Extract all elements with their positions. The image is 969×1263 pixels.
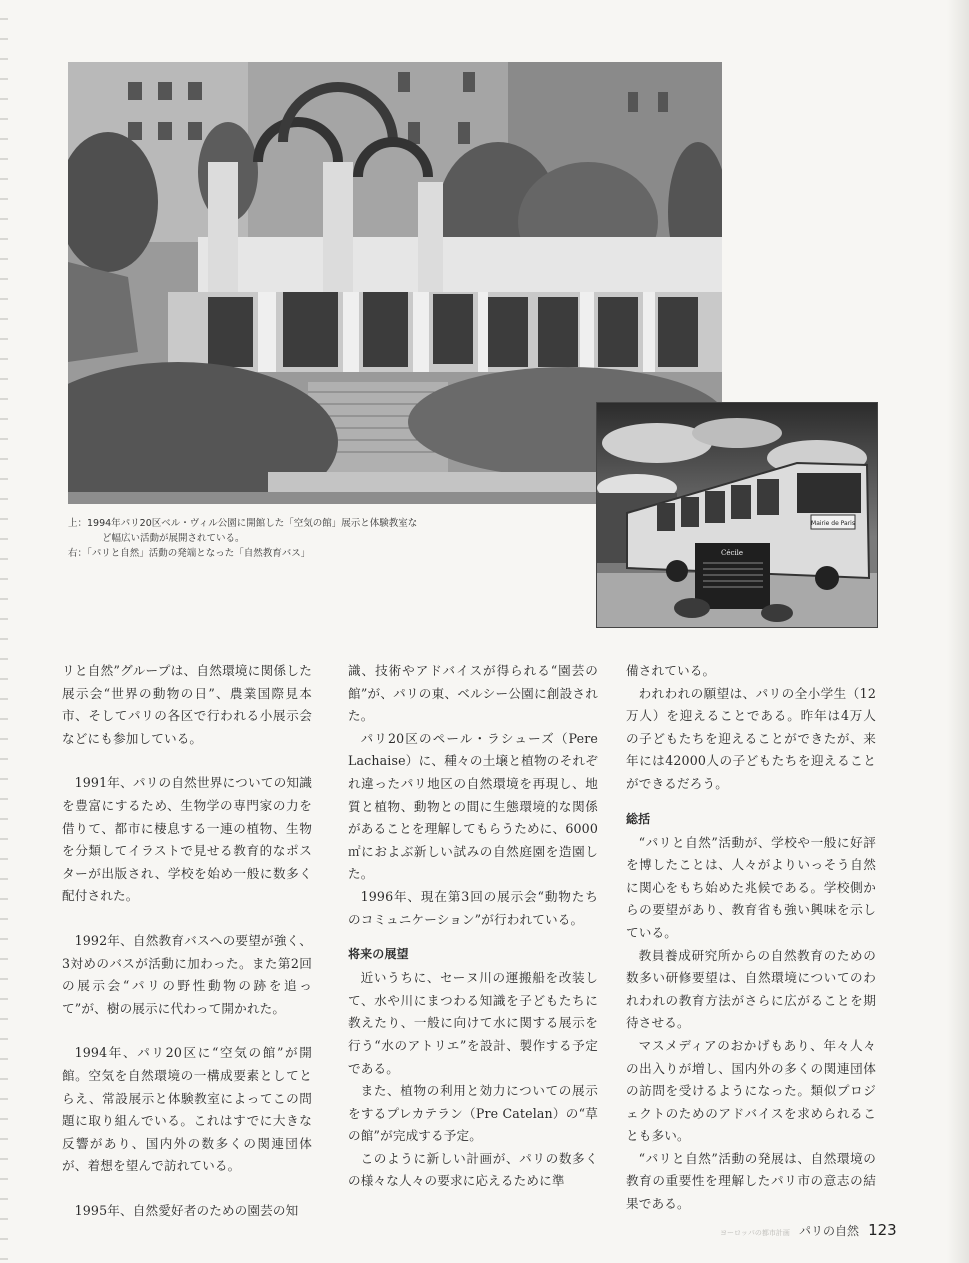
caption-line-3: 右：「パリと自然」活動の発端となった「自然教育バス」 xyxy=(68,548,311,559)
paragraph: われわれの願望は、パリの全小学生（12万人）を迎えることである。昨年は4万人の子どもたちを迎えることができたが、来年には42000人の子どもたちを迎えることができるだろう。 xyxy=(626,685,876,791)
text-column-2 xyxy=(348,660,598,1193)
placard-title: Cécile xyxy=(720,549,744,557)
text-column-3 xyxy=(626,660,876,1216)
paragraph: 1995年、自然愛好者のための園芸の知 xyxy=(74,1202,299,1218)
paragraph: リと自然”グループは、自然環境に関係した展示会“世界の動物の日”、農業国際見本市、そしてパリの各区で行われる小展示会などにも参加している。 xyxy=(62,663,312,746)
footer-running-head: ヨーロッパの都市計画 xyxy=(720,1229,790,1237)
paragraph: 1992年、自然教育バスへの要望が強く、3対めのバスが活動に加わった。また第2回の展示会“パリの野性動物の跡を追って”が、樹の展示に代わって開かれた。 xyxy=(62,932,312,1016)
paragraph: また、植物の利用と効力についての展示をするプレカテラン（Pre Catelan）の“草の館”が完成する予定。 xyxy=(348,1083,598,1144)
binding-edge xyxy=(0,0,8,1263)
paragraph: 1996年、現在第3回の展示会“動物たちのコミュニケーション”が行われている。 xyxy=(348,888,598,927)
paragraph: マスメディアのおかげもあり、年々人々の出入りが増し、国内外の多くの関連団体の訪問を受けるようになった。類似プロジェクトのためのアドバイスを求められることも多い。 xyxy=(626,1037,876,1144)
footer-section-title: パリの自然 xyxy=(798,1224,859,1238)
text-column-1 xyxy=(62,660,312,1222)
paragraph: 教員養成研究所からの自然教育のための数多い研修要望は、自然環境についてのわれわれの教育方法がさらに広がることを期待させる。 xyxy=(626,947,876,1031)
caption-line-2: ど幅広い活動が展開されている。 xyxy=(102,533,245,544)
section-heading-summary: 総括 xyxy=(626,811,651,826)
paragraph: 備されている。 xyxy=(626,663,716,678)
paragraph: “パリと自然”活動が、学校や一般に好評を博したことは、人々がよりいっそう自然に関心をもち始めた兆候である。学校側からの要望があり、教育省も強い興味を示している。 xyxy=(626,834,876,940)
paragraph: 1994年、パリ20区に“空気の館”が開館。空気を自然環境の一構成要素としてとらえ、常設展示と体験教室によってこの問題に取り組んでいる。これはすでに大きな反響があり、国内外の数多くの関連団体が、着想を望んで訪れている。 xyxy=(62,1045,312,1174)
bus-sign-text: Mairie de Paris xyxy=(811,520,855,527)
caption-line-1: 上：1994年パリ20区ベル・ヴィル公園に開館した「空気の館」展示と体験教室な xyxy=(68,518,418,529)
paragraph: パリ20区のペール・ラシューズ（Pere Lachaise）に、種々の土壌と植物のそれぞれ違ったパリ地区の自然環境を再現し、地質と植物、動物との間に生態環境的な関係があることを理解してもらうために、6000㎡におよぶ新しい試みの自然庭園を造園した。 xyxy=(348,730,598,882)
paragraph: “パリと自然”活動の発展は、自然環境の教育の重要性を理解したパリ市の意志の結果である。 xyxy=(626,1150,876,1212)
paragraph: 近いうちに、セーヌ川の運搬船を改装して、水や川にまつわる知識を子どもたちに教えたり、一般に向けて水に関する展示を行う“水のアトリエ”を設計、製作する予定である。 xyxy=(348,970,598,1076)
page-gutter-shadow xyxy=(947,0,969,1263)
page-footer xyxy=(720,1220,897,1240)
paragraph: 識、技術やアドバイスが得られる“園芸の館”が、パリの東、ベルシー公園に創設された。 xyxy=(348,663,598,724)
section-heading-future: 将来の展望 xyxy=(348,947,409,962)
paragraph: 1991年、パリの自然世界についての知識を豊富にするため、生物学の専門家の力を借りて、都市に棲息する一連の植物、生物を分類してイラストで見せる教育的なポスターが出版され、学校を始め一般に数多く配付された。 xyxy=(62,775,312,904)
paragraph: このように新しい計画が、パリの数多くの様々な人々の要求に応えるために準 xyxy=(348,1150,598,1189)
page-number: 123 xyxy=(868,1221,897,1239)
nature-education-bus-photo xyxy=(596,402,878,628)
photo-caption xyxy=(68,516,488,561)
